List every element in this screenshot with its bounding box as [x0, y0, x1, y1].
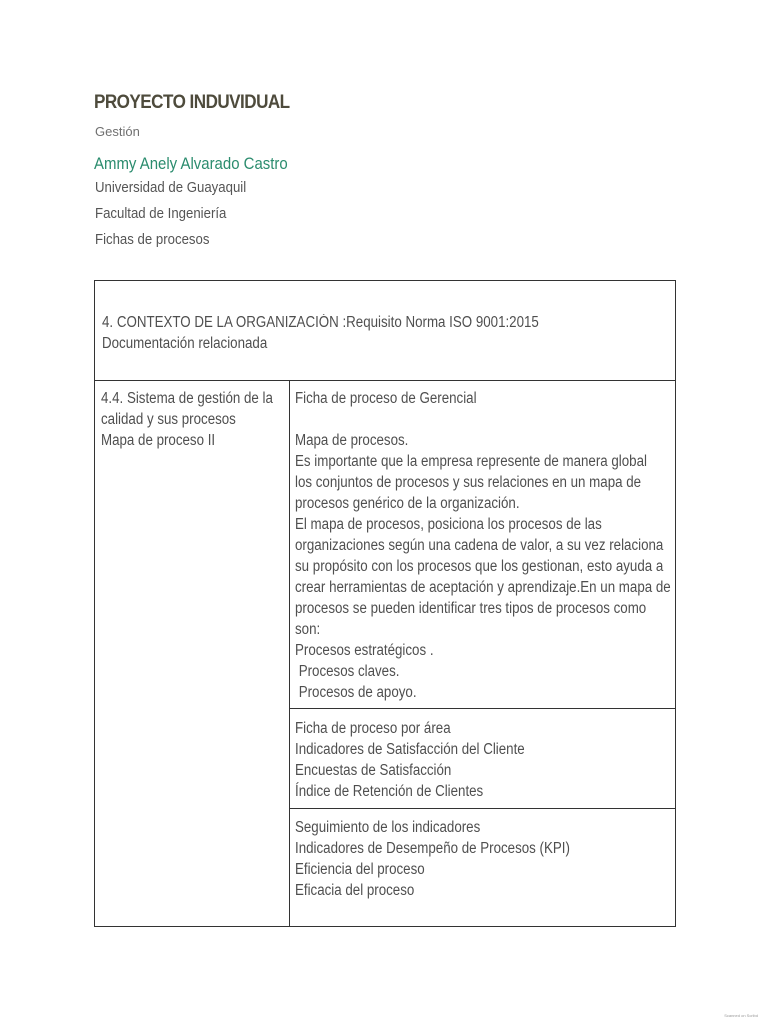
section-gerencial [295, 388, 671, 703]
section-gerencial-title: Ficha de proceso de Gerencial [295, 390, 477, 407]
section-area-line: Índice de Retención de Clientes [295, 783, 484, 800]
section-indicadores-line: Seguimiento de los indicadores [295, 819, 481, 836]
section-gerencial-line: los conjuntos de procesos y sus relaciones en un mapa de [295, 474, 642, 491]
section-gerencial-line: organizaciones según una cadena de valor, a su vez relaciona [295, 537, 664, 554]
section-gerencial-line: son: [295, 621, 321, 638]
faculty-line: Facultad de Ingeniería [95, 205, 227, 222]
left-cell-line: Mapa de proceso II [101, 432, 216, 449]
section-gerencial-line: Procesos de apoyo. [295, 684, 417, 701]
left-cell-line: 4.4. Sistema de gestión de la [101, 390, 273, 407]
section-gerencial-line: Mapa de procesos. [295, 432, 409, 449]
topic-line: Fichas de procesos [95, 231, 210, 248]
section-gerencial-line: crear herramientas de aceptación y aprendizaje.En un mapa de [295, 579, 671, 596]
section-gerencial-line: Procesos estratégicos . [295, 642, 434, 659]
section-area-line: Ficha de proceso por área [295, 720, 451, 737]
table-divider-section2 [289, 808, 675, 809]
document-title: PROYECTO INDUVIDUAL [94, 92, 290, 113]
table-header-cell [102, 312, 539, 354]
section-area [295, 718, 525, 802]
section-gerencial-line: Es importante que la empresa represente de manera global [295, 453, 647, 470]
section-area-line: Encuestas de Satisfacción [295, 762, 452, 779]
section-indicadores [295, 817, 570, 901]
table-header-line-2: Documentación relacionada [102, 335, 268, 352]
section-area-line: Indicadores de Satisfacción del Cliente [295, 741, 525, 758]
table-column-divider [289, 380, 290, 926]
footer-watermark: Scanned on Scribd [724, 1013, 758, 1018]
section-indicadores-line: Eficiencia del proceso [295, 861, 425, 878]
section-gerencial-line: su propósito con los procesos que los gestionan, esto ayuda a [295, 558, 664, 575]
university-line: Universidad de Guayaquil [95, 179, 247, 196]
table-divider-header [95, 380, 675, 381]
section-gerencial-line: Procesos claves. [295, 663, 400, 680]
blank-line [295, 409, 671, 430]
left-cell-line: calidad y sus procesos [101, 411, 236, 428]
table-header-line-1: 4. CONTEXTO DE LA ORGANIZACIÓN :Requisito Norma ISO 9001:2015 [102, 314, 539, 331]
table-divider-section1 [289, 708, 675, 709]
document-subtitle: Gestión [95, 124, 140, 139]
process-table [94, 280, 676, 927]
section-gerencial-line: procesos genérico de la organización. [295, 495, 520, 512]
table-left-cell [101, 388, 273, 451]
section-gerencial-line: procesos se pueden identificar tres tipos de procesos como [295, 600, 647, 617]
section-indicadores-line: Eficacia del proceso [295, 882, 415, 899]
section-gerencial-line: El mapa de procesos, posiciona los procesos de las [295, 516, 602, 533]
author-name: Ammy Anely Alvarado Castro [94, 154, 288, 173]
section-indicadores-line: Indicadores de Desempeño de Procesos (KPI) [295, 840, 570, 857]
